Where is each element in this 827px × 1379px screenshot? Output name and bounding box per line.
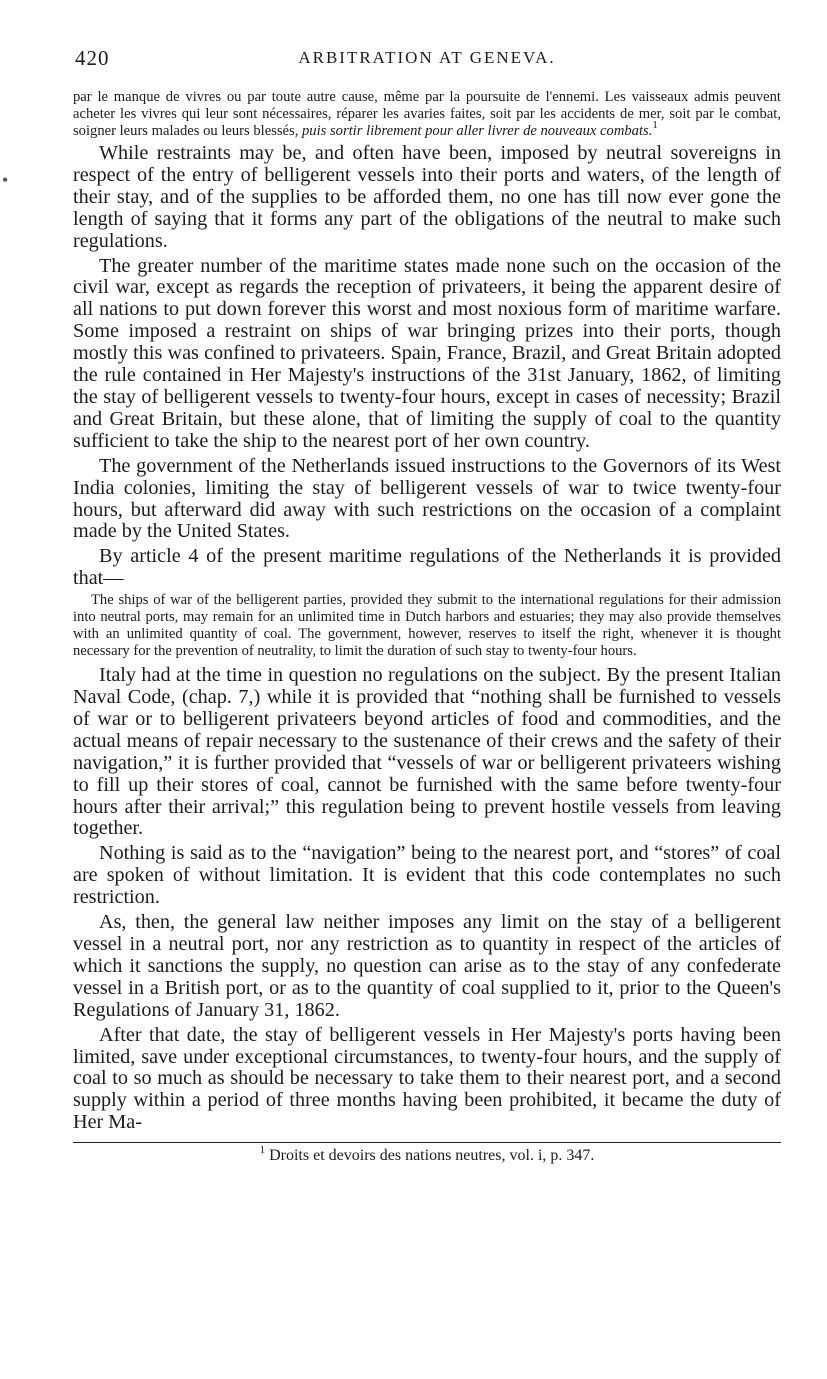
french-quote xyxy=(73,89,781,140)
paragraph: The greater number of the maritime states made none such on the occasion of the civil war, except as regards the reception of privateers, it being the apparent desire of all nations to put down forever this worst and most noxious form of maritime warfare. Some imposed a restraint on ships of war bringing prizes into their ports, though mostly this was confined to privateers. Spain, France, Brazil, and Great Britain adopted the rule contained in Her Majesty's instructions of the 31st January, 1862, of limiting the stay of belligerent vessels to twenty-four hours, except in cases of necessity; Brazil and Great Britain, but these alone, that of limiting the supply of coal to the quantity sufficient to take the ship to the nearest port of her own country. xyxy=(73,254,781,452)
paragraph: After that date, the stay of belligerent vessels in Her Majesty's ports having been limited, save under exceptional circumstances, to twenty-four hours, and the supply of coal to so much as should be necessary to take them to their nearest port, and a second supply within a period of three months having been prohibited, it became the duty of Her Ma- xyxy=(73,1023,781,1134)
page-number: 420 xyxy=(75,46,110,70)
paragraph: While restraints may be, and often have been, imposed by neutral sovereigns in respect of the entry of belligerent vessels into their ports and waters, of the length of their stay, and of the supplies to be afforded them, no one has till now ever gone the length of saying that it forms any part of the obligations of the neutral to make such regulations. xyxy=(73,142,781,252)
footnote-reference: 1 xyxy=(652,119,658,131)
running-title: ARBITRATION AT GENEVA. xyxy=(298,48,556,67)
french-quote-italic: puis sortir librement pour aller livrer de nouveaux combats. xyxy=(302,123,653,139)
margin-dot-mark: • xyxy=(2,170,9,190)
footnote-divider xyxy=(73,1142,781,1143)
page-header xyxy=(73,44,781,76)
paragraph: As, then, the general law neither imposes any limit on the stay of a belligerent vessel in a neutral port, nor any restriction as to quantity in respect of the articles of which it sanctions the supply, no question can arise as to the stay of any confederate vessel in a British port, or as to the quantity of coal supplied to it, prior to the Queen's Regulations of January 31, 1862. xyxy=(73,911,781,1021)
paragraph: Nothing is said as to the “navigation” being to the nearest port, and “stores” of coal are spoken of without limitation. It is evident that this code contemplates no such restriction. xyxy=(73,842,781,909)
netherlands-quote: The ships of war of the belligerent parties, provided they submit to the international regulations for their admission into neutral ports, may remain for an unlimited time in Dutch harbors and estuaries; they may also provide themselves with an unlimited quantity of coal. The government, however, reserves to itself the right, whenever it is thought necessary for the prevention of neutrality, to limit the duration of such stay to twenty-four hours. xyxy=(73,592,781,660)
main-text xyxy=(73,143,781,590)
paragraph: The government of the Netherlands issued instructions to the Governors of its West India colonies, limiting the stay of belligerent vessels of war to twice twenty-four hours, but afterward did away with such restrictions on the occasion of a complaint made by the United States. xyxy=(73,454,781,543)
footnote-text: Droits et devoirs des nations neutres, vol. i, p. 347. xyxy=(269,1147,595,1165)
paragraph: Italy had at the time in question no regulations on the subject. By the present Italian Naval Code, (chap. 7,) while it is provided that “nothing shall be furnished to vessels of war or to belligerent privateers beyond articles of food and commodities, and the actual means of repair necessary to the sustenance of their crews and the safety of their navigation,” it is further provided that “vessels of war or belligerent privateers wishing to fill up their stores of coal, cannot be furnished with the same before twenty-four hours after their arrival;” this regulation being to prevent hostile vessels from leaving together. xyxy=(73,664,781,840)
footnote xyxy=(73,1144,781,1165)
paragraph: By article 4 of the present maritime regulations of the Netherlands it is provided that— xyxy=(73,545,781,590)
footnote-number: 1 xyxy=(259,1144,266,1157)
french-quote-text: par le manque de vivres ou par toute autre cause, même par la poursuite de l'ennemi. Les vaisseaux admis peuvent acheter les vivres qui leur sont nécessaires, réparer les avaries faites, soit par les accidents de mer, soit par le combat, soigner leurs malades ou leurs blessés, xyxy=(73,89,781,139)
main-text-continued xyxy=(73,665,781,1134)
book-page xyxy=(73,44,781,1165)
